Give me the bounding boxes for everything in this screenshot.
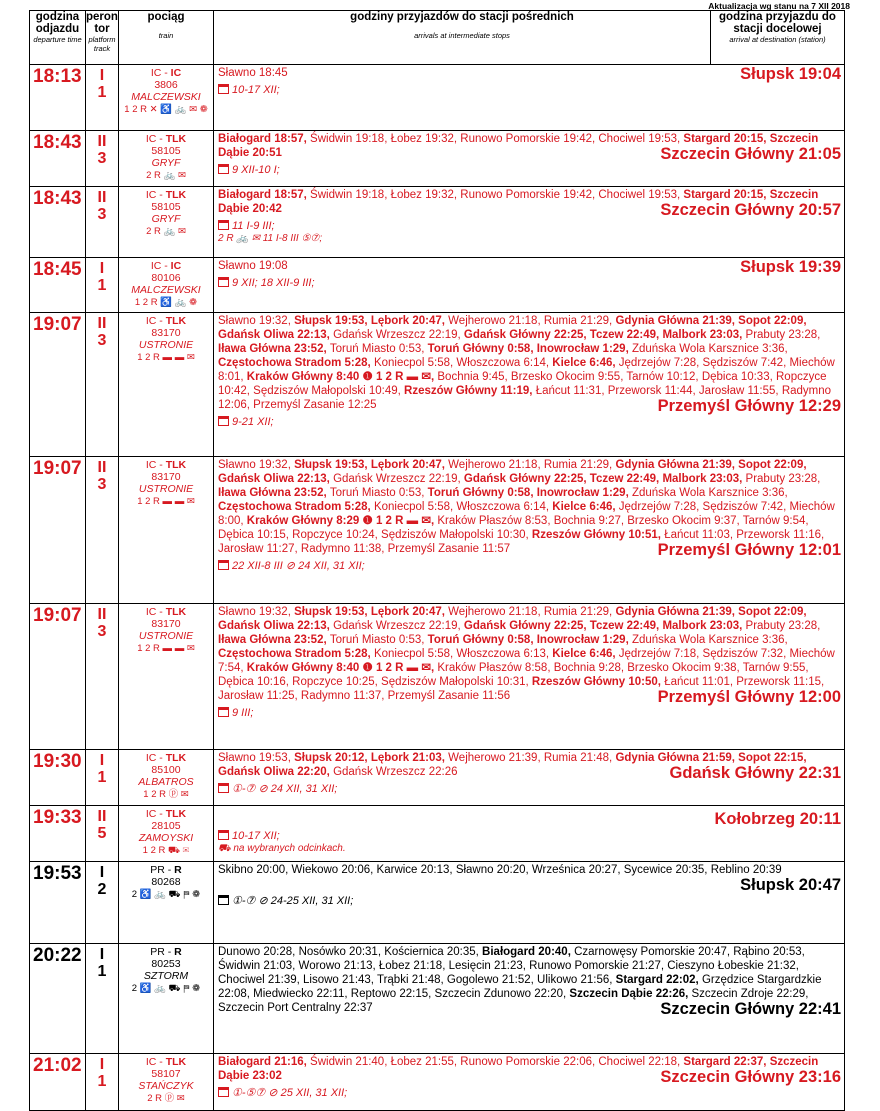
intermediate-stops: Sławno 19:32, Słupsk 19:53, Lębork 20:47, Wejherowo 21:18, Rumia 21:29, Gdynia Główna 21:39, Sopot 22:09, Gdańsk Oliwa 22:13, Gdańsk Wrzeszcz 22:19, Gdańsk Główny 22:25, Tczew 22:49, Malbork 23:03, Prabuty 23:28, Iława Główna 23:52, Toruń Miasto 0:53, Toruń Główny 0:58, Inowrocław 1:29, Zduńska Wola Karsznice 3:36, Częstochowa Stradom 5:28, Koniecpol 5:58, Włoszczowa 6:14, Kielce 6:46, Jędrzejów 7:28, Sędziszów 7:42, Miechów 8:01, Kraków Główny 8:40 ❶ 1 2 R ▬ ✉, Bochnia 9:45, Brzesko Okocim 9:55, Tarnów 10:12, Dębica 10:33, Ropczyce 10:42, Sędziszów Małopolski 10:49, Rzeszów Główny 11:19, Łańcut 11:31, Przeworsk 11:44, Jarosław 11:55, Radymno 12:06, Przemyśl Zasanie 12:25 [218,315,835,411]
departure-time: 20:22 [30,944,86,1054]
train-name: USTRONIE [138,483,194,495]
train-number: 80253 [151,958,181,970]
track-number: 3 [97,332,107,349]
track-number: 1 [97,1073,107,1090]
train-category: IC - TLK [145,133,187,145]
stops-cell [214,604,845,750]
intermediate-stops: Dunowo 20:28, Nosówko 20:31, Kościernica 20:35, Białogard 20:40, Czarnowęsy Pomorskie 20:47, Rąbino 20:53, Świdwin 21:03, Worowo 21:13, Łobez 21:18, Lesięcin 21:23, Runowo Pomorskie 21:27, Cieszyno Łobeskie 21:32, Chociwel 21:39, Lisowo 21:43, Trąbki 21:48, Gogolewo 21:52, Ulikowo 21:56, Stargard 22:02, Grzędzice Stargardzkie 22:08, Miedwiecko 22:11, Reptowo 22:15, Szczecin Zdunowo 22:20, Szczecin Dąbie 22:26, Szczecin Zdroje 22:29, Szczecin Port Centralny 22:37 [218,946,822,1014]
platform-track [86,1054,119,1111]
destination-arrival: Przemyśl Główny 12:29 [657,397,841,415]
stops-cell [214,1054,845,1111]
train-category: IC - TLK [145,189,187,201]
track-number: 1 [97,769,107,786]
track-number: 5 [97,825,107,842]
train-name: USTRONIE [138,630,194,642]
operating-days: 10-17 XII; [218,830,841,843]
train-row[interactable] [30,944,845,1054]
header-departure: godzina odjazdu departure time [30,11,86,65]
train-category: IC - TLK [145,606,187,618]
train-name: ZAMOYSKI [138,832,194,844]
calendar-icon [218,707,229,717]
train-row[interactable] [30,604,845,750]
train-row[interactable] [30,258,845,313]
departure-time: 18:43 [30,187,86,258]
destination-arrival: Szczecin Główny 21:05 [660,145,841,163]
stops-cell [214,65,845,131]
intermediate-stops: Sławno 19:32, Słupsk 19:53, Lębork 20:47, Wejherowo 21:18, Rumia 21:29, Gdynia Główna 21:39, Sopot 22:09, Gdańsk Oliwa 22:13, Gdańsk Wrzeszcz 22:19, Gdańsk Główny 22:25, Tczew 22:49, Malbork 23:03, Prabuty 23:28, Iława Główna 23:52, Toruń Miasto 0:53, Toruń Główny 0:58, Inowrocław 1:29, Zduńska Wola Karsznice 3:36, Częstochowa Stradom 5:28, Koniecpol 5:58, Włoszczowa 6:14, Kielce 6:46, Jędrzejów 7:28, Sędziszów 7:42, Miechów 8:00, Kraków Główny 8:29 ❶ 1 2 R ▬ ✉, Kraków Płaszów 8:53, Bochnia 9:27, Brzesko Okocim 9:37, Tarnów 9:54, Dębica 10:15, Ropczyce 10:24, Sędziszów Małopolski 10:30, Rzeszów Główny 10:51, Łańcut 11:03, Przeworsk 11:16, Jarosław 11:27, Radymno 11:38, Przemyśl Zasanie 11:57 [218,459,835,555]
train-number: 80106 [151,272,181,284]
operating-days: 9 XII-10 I; [218,164,841,177]
header-row [30,11,845,65]
train-row[interactable] [30,806,845,862]
train-number: 58107 [151,1068,181,1080]
calendar-icon [218,895,229,905]
platform-track [86,131,119,187]
intermediate-stops: Sławno 19:53, Słupsk 20:12, Lębork 21:03, Wejherowo 21:39, Rumia 21:48, Gdynia Główna 21:59, Sopot 22:15, Gdańsk Oliwa 22:20, Gdańsk Wrzeszcz 22:26 [218,752,807,778]
operating-days: 22 XII-8 III ⊘ 24 XII, 31 XII; [218,560,841,573]
train-row[interactable] [30,862,845,944]
service-icons: 1 2 R ⓟ ✉ [143,789,189,800]
stops-cell [214,131,845,187]
departure-time: 19:53 [30,862,86,944]
train-info [119,944,214,1054]
train-info [119,313,214,457]
header-destination: godzina przyjazdu do stacji docelowej arrival at destination (station) [711,11,845,65]
train-number: 83170 [151,471,181,483]
platform-number: II [97,606,107,623]
operating-days: 10-17 XII; [218,84,841,97]
train-info [119,187,214,258]
train-number: 80268 [151,876,181,888]
calendar-icon [218,830,229,840]
departure-time: 19:07 [30,457,86,604]
departure-time: 21:02 [30,1054,86,1111]
departure-time: 19:07 [30,604,86,750]
platform-track [86,862,119,944]
train-name: USTRONIE [138,339,194,351]
train-name: GRYF [151,157,181,169]
platform-track [86,806,119,862]
platform-number: II [97,189,107,206]
calendar-icon [218,164,229,174]
train-row[interactable] [30,750,845,806]
platform-track [86,457,119,604]
operating-days: 9 XII; 18 XII-9 III; [218,277,841,290]
destination-arrival: Szczecin Główny 22:41 [660,1000,841,1018]
train-row[interactable] [30,457,845,604]
platform-track [86,65,119,131]
platform-number: I [99,1056,105,1073]
train-category: IC - TLK [145,752,187,764]
train-info [119,750,214,806]
train-name: GRYF [151,213,181,225]
row-note: ⛟ na wybranych odcinkach. [218,843,346,854]
intermediate-stops: Białogard 21:16, Świdwin 21:40, Łobez 21:55, Runowo Pomorskie 22:06, Chociwel 22:18, Stargard 22:37, Szczecin Dąbie 23:02 [218,1056,819,1082]
departure-time: 19:07 [30,313,86,457]
track-number: 3 [97,623,107,640]
stops-cell [214,258,845,313]
train-name: SZTORM [143,970,189,982]
train-name: STAŃCZYK [138,1080,194,1092]
train-name: ALBATROS [138,776,194,788]
train-info [119,457,214,604]
platform-number: II [97,133,107,150]
train-info [119,862,214,944]
train-info [119,258,214,313]
train-number: 3806 [154,79,178,91]
destination-arrival: Przemyśl Główny 12:01 [657,541,841,559]
track-number: 3 [97,150,107,167]
train-category: IC - IC [150,67,182,79]
operating-days: 9-21 XII; [218,416,841,429]
operating-days: 11 I-9 III; [218,220,841,233]
track-number: 1 [97,84,107,101]
train-name: MALCZEWSKI [131,284,201,296]
platform-track [86,187,119,258]
operating-days: ①-⑦ ⊘ 24-25 XII, 31 XII; [218,895,841,908]
intermediate-stops: Białogard 18:57, Świdwin 19:18, Łobez 19:32, Runowo Pomorskie 19:42, Chociwel 19:53, Stargard 20:15, Szczecin Dąbie 20:42 [218,189,819,215]
train-category: PR - R [150,946,182,958]
platform-track [86,750,119,806]
operating-days: ①-⑦ ⊘ 24 XII, 31 XII; [218,783,841,796]
header-platform: peron tor platform track [86,11,119,65]
train-row[interactable] [30,1054,845,1111]
departure-time: 18:43 [30,131,86,187]
track-number: 3 [97,476,107,493]
train-number: 83170 [151,327,181,339]
train-number: 83170 [151,618,181,630]
destination-arrival: Słupsk 20:47 [740,876,841,894]
operating-days: ①-⑤⑦ ⊘ 25 XII, 31 XII; [218,1087,841,1100]
service-icons: 1 2 R ♿ 🚲 ❁ [134,297,198,308]
train-row[interactable] [30,131,845,187]
service-icons: 1 2 R ✕ ♿ 🚲 ✉ ❁ [124,104,208,115]
destination-arrival: Szczecin Główny 20:57 [660,201,841,219]
platform-number: I [99,946,105,963]
train-row[interactable] [30,65,845,131]
service-icons: 2 R 🚲 ✉ [146,170,186,181]
train-category: IC - IC [150,260,182,272]
departure-time: 19:33 [30,806,86,862]
platform-track [86,604,119,750]
destination-arrival: Przemyśl Główny 12:00 [657,688,841,706]
train-category: PR - R [150,864,182,876]
operating-days: 9 III; [218,707,841,720]
destination-arrival: Gdańsk Główny 22:31 [669,764,841,782]
intermediate-stops: Sławno 18:45 [218,67,288,79]
intermediate-stops: Białogard 18:57, Świdwin 19:18, Łobez 19:32, Runowo Pomorskie 19:42, Chociwel 19:53, Stargard 20:15, Szczecin Dąbie 20:51 [218,133,819,159]
service-icons: 2 R ⓟ ✉ [147,1093,185,1104]
train-info [119,65,214,131]
train-info [119,806,214,862]
service-icons: 1 2 R ⛟ ✉ [142,845,190,856]
header-stops: godziny przyjazdów do stacji pośrednich arrivals at intermediate stops [214,11,711,65]
stops-cell [214,862,845,944]
stops-cell [214,750,845,806]
update-note: Aktualizacja wg stanu na 7 XII 2018 [708,1,850,11]
platform-number: I [99,260,105,277]
train-number: 28105 [151,820,181,832]
train-number: 58105 [151,201,181,213]
intermediate-stops: Skibno 20:00, Wiekowo 20:06, Karwice 20:13, Sławno 20:20, Wrześnica 20:27, Sycewice 20:35, Reblino 20:39 [218,864,782,876]
service-icons: 2 R 🚲 ✉ [146,226,186,237]
destination-arrival: Kołobrzeg 20:11 [714,810,841,828]
train-number: 85100 [151,764,181,776]
stops-cell [214,457,845,604]
train-category: IC - TLK [145,459,187,471]
platform-track [86,313,119,457]
track-number: 2 [97,881,107,898]
stops-cell [214,806,845,862]
platform-track [86,258,119,313]
service-icons: 1 2 R ▬ ▬ ✉ [137,643,195,654]
departure-time: 18:45 [30,258,86,313]
platform-number: I [99,67,105,84]
service-icons: 2 ♿ 🚲 ⛟ ⛿ ❁ [131,889,201,900]
intermediate-stops: Sławno 19:08 [218,260,288,272]
departure-time: 19:30 [30,750,86,806]
calendar-icon [218,277,229,287]
service-icons: 2 ♿ 🚲 ⛟ ⛿ ❁ [131,983,201,994]
header-train: pociąg train [119,11,214,65]
departure-time: 18:13 [30,65,86,131]
service-icons: 1 2 R ▬ ▬ ✉ [137,352,195,363]
train-name: MALCZEWSKI [131,91,201,103]
train-info [119,131,214,187]
train-info [119,604,214,750]
platform-number: II [97,808,107,825]
calendar-icon [218,783,229,793]
calendar-icon [218,560,229,570]
train-category: IC - TLK [145,315,187,327]
destination-arrival: Słupsk 19:39 [740,258,841,276]
train-row[interactable] [30,187,845,258]
destination-arrival: Szczecin Główny 23:16 [660,1068,841,1086]
track-number: 3 [97,206,107,223]
row-note: 2 R 🚲 ✉ 11 I-8 III ⑤⑦; [218,233,323,244]
platform-number: I [99,864,105,881]
destination-arrival: Słupsk 19:04 [740,65,841,83]
calendar-icon [218,416,229,426]
service-icons: 1 2 R ▬ ▬ ✉ [137,496,195,507]
train-info [119,1054,214,1111]
track-number: 1 [97,963,107,980]
stops-cell [214,944,845,1054]
platform-number: II [97,315,107,332]
platform-track [86,944,119,1054]
stops-cell [214,313,845,457]
platform-number: I [99,752,105,769]
train-number: 58105 [151,145,181,157]
stops-cell [214,187,845,258]
train-category: IC - TLK [145,808,187,820]
calendar-icon [218,220,229,230]
train-row[interactable] [30,313,845,457]
calendar-icon [218,84,229,94]
intermediate-stops: Sławno 19:32, Słupsk 19:53, Lębork 20:47, Wejherowo 21:18, Rumia 21:29, Gdynia Główna 21:39, Sopot 22:09, Gdańsk Oliwa 22:13, Gdańsk Wrzeszcz 22:19, Gdańsk Główny 22:25, Tczew 22:49, Malbork 23:03, Prabuty 23:28, Iława Główna 23:52, Toruń Miasto 0:53, Toruń Główny 0:58, Inowrocław 1:29, Zduńska Wola Karsznice 3:36, Częstochowa Stradom 5:28, Koniecpol 5:58, Włoszczowa 6:13, Kielce 6:46, Jędrzejów 7:18, Sędziszów 7:32, Miechów 7:54, Kraków Główny 8:40 ❶ 1 2 R ▬ ✉, Kraków Płaszów 8:58, Bochnia 9:28, Brzesko Okocim 9:38, Tarnów 9:55, Dębica 10:16, Ropczyce 10:25, Sędziszów Małopolski 10:31, Rzeszów Główny 10:50, Łańcut 11:01, Przeworsk 11:15, Jarosław 11:25, Radymno 11:37, Przemyśl Zasanie 11:56 [218,606,835,702]
platform-number: II [97,459,107,476]
timetable [29,10,845,1111]
track-number: 1 [97,277,107,294]
train-category: IC - TLK [145,1056,187,1068]
calendar-icon [218,1087,229,1097]
